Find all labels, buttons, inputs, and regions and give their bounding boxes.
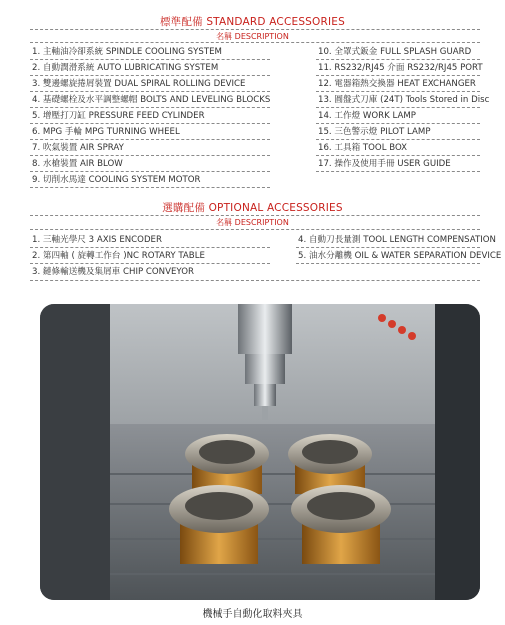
divider [316,75,480,76]
list-item: 1. 主軸油冷卻系統 SPINDLE COOLING SYSTEM [32,47,222,57]
divider [30,42,480,43]
list-item: 6. MPG 手輪 MPG TURNING WHEEL [32,127,180,137]
photo-caption: 機械手自動化取料夾具 [202,609,303,620]
divider [30,229,480,230]
list-item: 12. 電器箱熱交換器 HEAT EXCHANGER [318,79,476,89]
list-item: 4. 基礎螺栓及水平調整螺帽 BOLTS AND LEVELING BLOCKS [32,95,271,105]
list-item: 16. 工具箱 TOOL BOX [318,143,408,153]
divider [316,107,480,108]
list-item: 5. 增壓打刀缸 PRESSURE FEED CYLINDER [32,111,205,121]
machine-fixture-photo [40,304,480,600]
standard-section-title: 標準配備 STANDARD ACCESSORIES [159,16,346,28]
divider [30,29,480,30]
divider [30,59,270,60]
divider [30,91,270,92]
list-item: 8. 水槍裝置 AIR BLOW [32,159,123,169]
list-item: 10. 全罩式鈑金 FULL SPLASH GUARD [318,47,472,57]
optional-section-title: 選購配備 OPTIONAL ACCESSORIES [162,202,343,214]
divider [30,107,270,108]
optional-description-header: 名稱 DESCRIPTION [216,218,289,227]
list-item: 14. 工作燈 WORK LAMP [318,111,416,121]
list-item: 3. 鏈條輸送機及集屑車 CHIP CONVEYOR [32,267,194,277]
divider [30,123,270,124]
list-item: 5. 油水分離機 OIL & WATER SEPARATION DEVICE [298,251,502,261]
standard-description-header: 名稱 DESCRIPTION [216,32,289,41]
list-item: 13. 圓盤式刀庫 (24T) Tools Stored in Disc [318,95,490,105]
list-item: 2. 自動潤滑系統 AUTO LUBRICATING SYSTEM [32,63,219,73]
divider [30,280,480,281]
divider [30,171,270,172]
divider [30,155,270,156]
divider [30,75,270,76]
divider [296,263,480,264]
list-item: 2. 第四軸 ( 旋轉工作台 )NC ROTARY TABLE [32,251,205,261]
divider [316,123,480,124]
divider [316,91,480,92]
list-item: 7. 吹氣裝置 AIR SPRAY [32,143,124,153]
list-item: 15. 三色警示燈 PILOT LAMP [318,127,431,137]
list-item: 17. 操作及使用手冊 USER GUIDE [318,159,451,169]
divider [30,247,270,248]
machine-fixture-illustration [40,304,480,600]
divider [316,155,480,156]
divider [316,171,480,172]
list-item: 9. 切削水馬達 COOLING SYSTEM MOTOR [32,175,201,185]
divider [296,247,480,248]
divider [316,139,480,140]
divider [30,139,270,140]
divider [30,263,270,264]
divider [30,187,270,188]
list-item: 11. RS232/RJ45 介面 RS232/RJ45 PORT [318,63,483,73]
list-item: 3. 雙邊螺旋捲屑裝置 DUAL SPIRAL ROLLING DEVICE [32,79,246,89]
list-item: 1. 三軸光學尺 3 AXIS ENCODER [32,235,162,245]
list-item: 4. 自動刀長量測 TOOL LENGTH COMPENSATION [298,235,496,245]
divider [316,59,480,60]
divider [30,215,480,216]
